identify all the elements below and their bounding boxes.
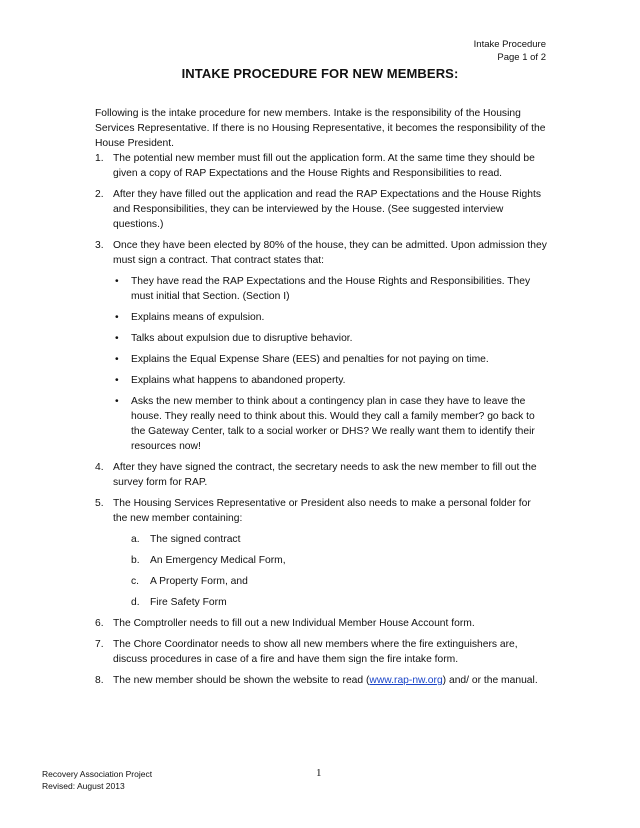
item-text: The Comptroller needs to fill out a new Individual Member House Account form. xyxy=(113,618,475,629)
bullet-text: Explains the Equal Expense Share (EES) and penalties for not paying on time. xyxy=(131,354,489,365)
item-number: 3. xyxy=(95,240,104,251)
bullet-item xyxy=(113,352,547,367)
bullet-icon: • xyxy=(115,312,119,323)
item-number: 5. xyxy=(95,498,104,509)
bullet-icon: • xyxy=(115,354,119,365)
folder-item xyxy=(131,553,547,568)
list-item-5 xyxy=(95,496,547,610)
list-item-7 xyxy=(95,637,547,667)
contract-bullet-list xyxy=(113,274,547,454)
bullet-icon: • xyxy=(115,396,119,407)
bullet-text: Explains means of expulsion. xyxy=(131,312,265,323)
bullet-text: Talks about expulsion due to disruptive behavior. xyxy=(131,333,353,344)
page-number: 1 xyxy=(316,767,322,779)
item-number: 8. xyxy=(95,675,104,686)
folder-item xyxy=(131,532,547,547)
item-text: The potential new member must fill out the application form. At the same time they should be given a copy of RAP Expectations and the House Rights and Responsibilities to read. xyxy=(113,153,535,179)
bullet-item xyxy=(113,274,547,304)
list-item-8 xyxy=(95,673,547,688)
website-link[interactable]: www.rap-nw.org xyxy=(369,675,443,686)
footer xyxy=(42,768,152,792)
item-text: The Chore Coordinator needs to show all new members where the fire extinguishers are, discuss procedures in case of a fire and have them sign the fire intake form. xyxy=(113,639,518,665)
list-item-4 xyxy=(95,460,547,490)
item-number: 1. xyxy=(95,153,104,164)
footer-org: Recovery Association Project xyxy=(42,769,153,779)
item-text: The Housing Services Representative or President also needs to make a personal folder for the new member containing: xyxy=(113,498,531,524)
document-body xyxy=(95,106,547,694)
item-number: 4. xyxy=(95,462,104,473)
bullet-text: They have read the RAP Expectations and the House Rights and Responsibilities. They must initial that Section. (Section I) xyxy=(131,276,531,302)
list-item-6 xyxy=(95,616,547,631)
bullet-icon: • xyxy=(115,375,119,386)
bullet-text: Explains what happens to abandoned property. xyxy=(131,375,346,386)
bullet-item xyxy=(113,394,547,454)
folder-contents-list xyxy=(131,532,547,610)
folder-item-letter: d. xyxy=(131,597,140,608)
running-header xyxy=(474,38,546,64)
folder-item-text: The signed contract xyxy=(150,534,241,545)
bullet-item xyxy=(113,331,547,346)
bullet-text: Asks the new member to think about a contingency plan in case they have to leave the house. They really need to think about this. Would they call a family member? go back to the Gateway Center, talk to a social worker or DHS? We really want them to identify their resources now! xyxy=(131,396,535,452)
item-text-after-link: ) and/ or the manual. xyxy=(442,675,538,686)
header-page-label: Page 1 of 2 xyxy=(497,52,546,63)
footer-revised: Revised: August 2013 xyxy=(42,781,125,791)
folder-item-text: An Emergency Medical Form, xyxy=(150,555,286,566)
list-item-2 xyxy=(95,187,547,232)
item-text: After they have filled out the application and read the RAP Expectations and the House Rights and Responsibilities, they can be interviewed by the House. (See suggested interview questions.) xyxy=(113,189,541,230)
item-text: Once they have been elected by 80% of the house, they can be admitted. Upon admission they must sign a contract. That contract states that: xyxy=(113,240,547,266)
item-text: After they have signed the contract, the secretary needs to ask the new member to fill out the survey form for RAP. xyxy=(113,462,537,488)
bullet-icon: • xyxy=(115,276,119,287)
item-text-before-link: The new member should be shown the website to read ( xyxy=(113,675,370,686)
bullet-icon: • xyxy=(115,333,119,344)
folder-item-text: A Property Form, and xyxy=(150,576,248,587)
folder-item xyxy=(131,595,547,610)
folder-item-letter: a. xyxy=(131,534,140,545)
item-number: 6. xyxy=(95,618,104,629)
folder-item-letter: b. xyxy=(131,555,140,566)
list-item-1 xyxy=(95,151,547,181)
intro-paragraph: Following is the intake procedure for new members. Intake is the responsibility of the Housing Services Representative. If there is no Housing Representative, it becomes the responsibility of the House President. xyxy=(95,108,546,149)
folder-item xyxy=(131,574,547,589)
bullet-item xyxy=(113,373,547,388)
list-item-3 xyxy=(95,238,547,454)
page-title: INTAKE PROCEDURE FOR NEW MEMBERS: xyxy=(181,66,459,81)
folder-item-letter: c. xyxy=(131,576,140,587)
folder-item-text: Fire Safety Form xyxy=(150,597,227,608)
header-doc-label: Intake Procedure xyxy=(473,39,546,50)
item-number: 2. xyxy=(95,189,104,200)
item-number: 7. xyxy=(95,639,104,650)
bullet-item xyxy=(113,310,547,325)
